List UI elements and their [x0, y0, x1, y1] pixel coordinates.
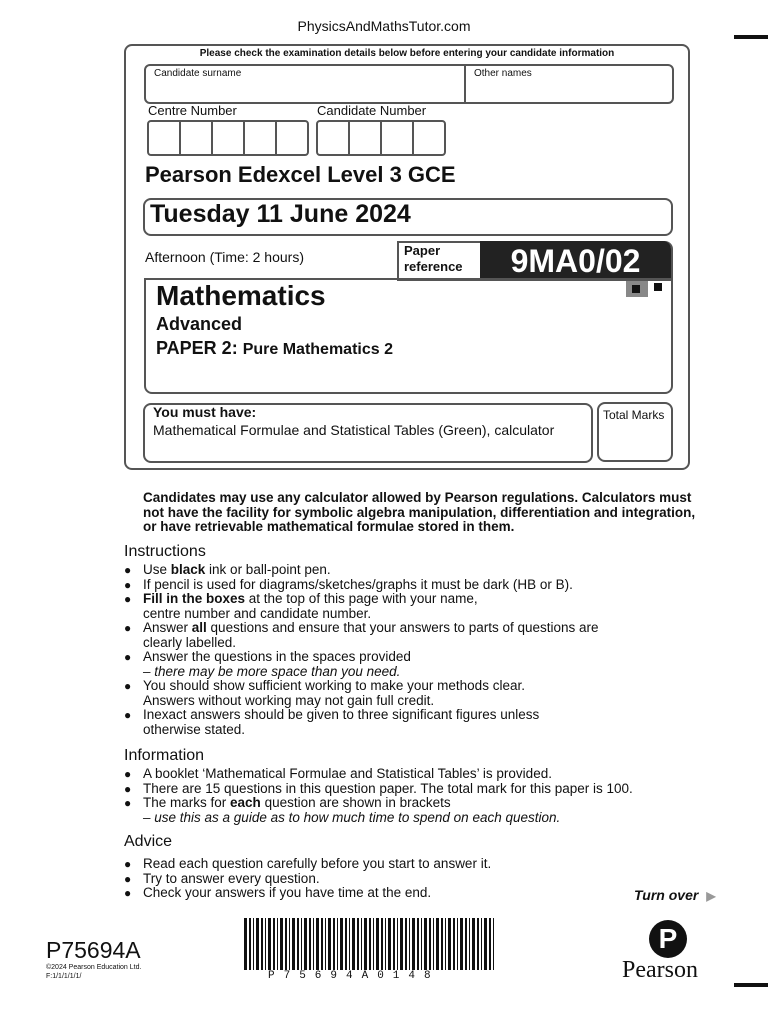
- barcode-bar: [285, 918, 287, 970]
- barcode-icon: [244, 918, 498, 970]
- registration-mark-top: [734, 35, 768, 39]
- barcode-bar: [261, 918, 263, 970]
- barcode-bar: [477, 918, 479, 970]
- barcode-bar: [489, 918, 491, 970]
- pearson-logo-text: Pearson: [622, 957, 698, 983]
- list-item: ● Answer all questions and ensure that your answers to parts of questions are clearly labelled.: [124, 621, 704, 650]
- list-item: ● Use black ink or ball-point pen.: [124, 563, 704, 578]
- site-watermark: PhysicsAndMathsTutor.com: [297, 18, 471, 34]
- barcode-bar: [417, 918, 419, 970]
- exam-board: Pearson Edexcel Level 3 GCE: [145, 162, 456, 187]
- barcode-bar: [424, 918, 427, 970]
- paper-reference-label-line1: Paper: [404, 243, 441, 258]
- candidate-surname-label: Candidate surname: [154, 68, 242, 79]
- barcode-bar: [313, 918, 314, 970]
- barcode-bar: [405, 918, 407, 970]
- calculator-notice: Candidates may use any calculator allowed by Pearson regulations. Calculators must not have the facility for symbolic algebra manipulation, differentiation and integration, or have retrievable mathematical formulae stored in them.: [143, 490, 696, 534]
- barcode-bar: [333, 918, 335, 970]
- barcode-bar: [385, 918, 386, 970]
- exam-date: Tuesday 11 June 2024: [150, 200, 411, 228]
- paper-subtitle: Pure Mathematics 2: [242, 341, 393, 358]
- barcode-bar: [249, 918, 251, 970]
- advice-list: [124, 857, 704, 901]
- candidate-number-label: Candidate Number: [317, 103, 427, 118]
- candidate-number-box[interactable]: [414, 122, 444, 154]
- barcode-bar: [481, 918, 482, 970]
- exam-session: Afternoon (Time: 2 hours): [145, 249, 304, 265]
- centre-number-boxes[interactable]: [147, 120, 309, 156]
- barcode-bar: [349, 918, 350, 970]
- level-title: Advanced: [156, 314, 243, 334]
- barcode-bar: [244, 918, 247, 970]
- barcode-bar: [328, 918, 331, 970]
- barcode-bar: [472, 918, 475, 970]
- list-item: ● There are 15 questions in this question paper. The total mark for this paper is 100.: [124, 782, 704, 797]
- total-marks-label: Total Marks: [603, 408, 665, 422]
- instructions-heading: Instructions: [124, 543, 206, 560]
- list-item: ● If pencil is used for diagrams/sketches/graphs it must be dark (HB or B).: [124, 578, 704, 593]
- check-notice: Please check the examination details below before entering your candidate information: [199, 48, 615, 59]
- list-item: ● Check your answers if you have time at the end.: [124, 886, 704, 901]
- barcode-bar: [289, 918, 290, 970]
- candidate-number-box[interactable]: [318, 122, 350, 154]
- barcode-bar: [337, 918, 338, 970]
- barcode-bar: [309, 918, 311, 970]
- barcode-bar: [265, 918, 266, 970]
- paper-title: [156, 338, 393, 359]
- product-code: P75694A: [46, 937, 141, 963]
- copyright-text: ©2024 Pearson Education Ltd.: [46, 964, 142, 971]
- list-item: ● Inexact answers should be given to three significant figures unless otherwise stated.: [124, 708, 704, 737]
- barcode-bar: [381, 918, 383, 970]
- other-names-label: Other names: [474, 68, 532, 79]
- centre-number-box[interactable]: [245, 122, 277, 154]
- paper-reference-label: [404, 243, 478, 275]
- barcode-bar: [364, 918, 367, 970]
- barcode-bar: [412, 918, 415, 970]
- barcode-bar: [409, 918, 410, 970]
- barcode-bar: [357, 918, 359, 970]
- barcode-text: P75694A0148: [268, 970, 440, 982]
- pearson-logo-icon: P: [649, 920, 687, 958]
- centre-number-box[interactable]: [213, 122, 245, 154]
- barcode-bar: [429, 918, 431, 970]
- barcode-bar: [388, 918, 391, 970]
- barcode-bar: [484, 918, 487, 970]
- barcode-bar: [493, 918, 494, 970]
- barcode-bar: [448, 918, 451, 970]
- barcode-bar: [280, 918, 283, 970]
- copyright-code: F:1/1/1/1/1/: [46, 973, 82, 980]
- barcode-bar: [441, 918, 443, 970]
- barcode-bar: [268, 918, 271, 970]
- list-item: ● You should show sufficient working to make your methods clear. Answers without working may not gain full credit.: [124, 679, 704, 708]
- candidate-number-boxes[interactable]: [316, 120, 446, 156]
- registration-dot-icon: [654, 283, 662, 291]
- must-have-label: You must have:: [153, 404, 257, 420]
- candidate-number-box[interactable]: [382, 122, 414, 154]
- registration-square-icon: [626, 281, 648, 297]
- list-item: ● Try to answer every question.: [124, 872, 704, 887]
- barcode-bar: [253, 918, 254, 970]
- centre-number-box[interactable]: [277, 122, 307, 154]
- barcode-bar: [445, 918, 446, 970]
- centre-number-label: Centre Number: [148, 103, 237, 118]
- list-item: ● Answer the questions in the spaces provided – there may be more space than you need.: [124, 650, 704, 679]
- barcode-bar: [292, 918, 295, 970]
- centre-number-box[interactable]: [181, 122, 213, 154]
- must-have-items: Mathematical Formulae and Statistical Tables (Green), calculator: [153, 422, 555, 438]
- registration-mark-bottom: [734, 983, 768, 987]
- barcode-bar: [325, 918, 326, 970]
- copyright: [46, 963, 141, 981]
- list-item: ● Fill in the boxes at the top of this page with your name, centre number and candidate number.: [124, 592, 704, 621]
- barcode-bar: [316, 918, 319, 970]
- list-item: ● A booklet ‘Mathematical Formulae and Statistical Tables’ is provided.: [124, 767, 704, 782]
- paper-prefix: PAPER 2:: [156, 338, 238, 358]
- barcode-bar: [453, 918, 455, 970]
- barcode-bar: [400, 918, 403, 970]
- barcode-bar: [373, 918, 374, 970]
- barcode-bar: [256, 918, 259, 970]
- barcode-bar: [277, 918, 278, 970]
- barcode-bar: [465, 918, 467, 970]
- instructions-list: [124, 563, 704, 737]
- centre-number-box[interactable]: [149, 122, 181, 154]
- barcode-bar: [460, 918, 463, 970]
- barcode-bar: [301, 918, 302, 970]
- barcode-bar: [361, 918, 362, 970]
- barcode-bar: [376, 918, 379, 970]
- barcode-bar: [397, 918, 398, 970]
- barcode-bar: [321, 918, 323, 970]
- advice-heading: Advice: [124, 833, 173, 850]
- information-heading: Information: [124, 747, 205, 764]
- barcode-bar: [345, 918, 347, 970]
- paper-reference-label-line2: reference: [404, 259, 463, 274]
- turn-over-arrow-icon: ▶: [706, 889, 716, 903]
- paper-reference-code: 9MA0/02: [480, 241, 671, 279]
- barcode-bar: [436, 918, 439, 970]
- turn-over-label: Turn over ▶: [634, 887, 716, 903]
- barcode-bar: [421, 918, 422, 970]
- barcode-bar: [369, 918, 371, 970]
- barcode-bar: [340, 918, 343, 970]
- barcode-bar: [457, 918, 458, 970]
- list-item: ● The marks for each question are shown in brackets – use this as a guide as to how much time to spend on each question.: [124, 796, 704, 825]
- barcode-bar: [352, 918, 355, 970]
- barcode-bar: [433, 918, 434, 970]
- information-list: [124, 767, 704, 825]
- list-item: ● Read each question carefully before you start to answer it.: [124, 857, 704, 872]
- subject-title: Mathematics: [156, 280, 326, 311]
- candidate-number-box[interactable]: [350, 122, 382, 154]
- barcode-bar: [297, 918, 299, 970]
- barcode-bar: [304, 918, 307, 970]
- barcode-bar: [393, 918, 395, 970]
- name-box-divider: [464, 64, 466, 102]
- barcode-bar: [469, 918, 470, 970]
- barcode-bar: [273, 918, 275, 970]
